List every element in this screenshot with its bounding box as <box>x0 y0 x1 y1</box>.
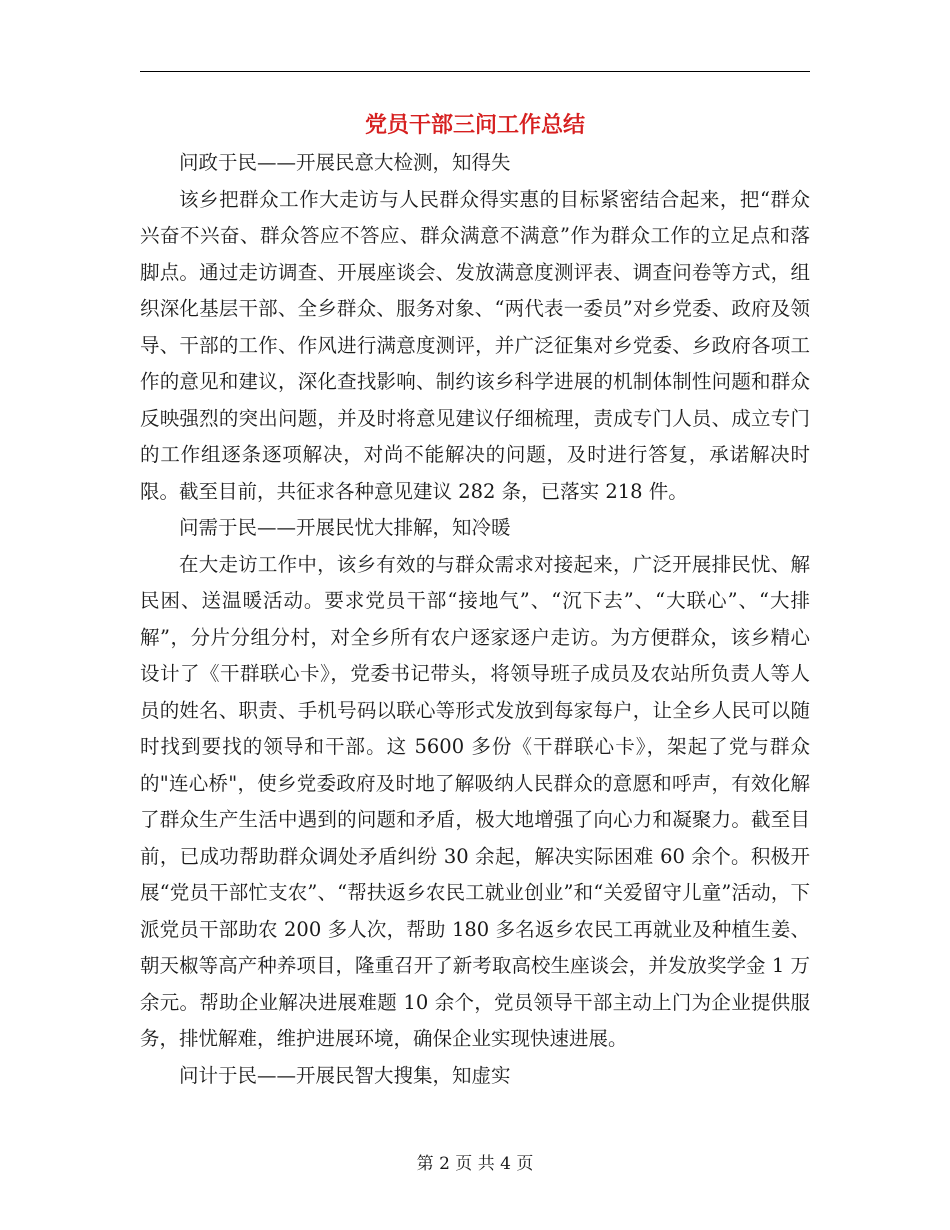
body-paragraph-1: 该乡把群众工作大走访与人民群众得实惠的目标紧密结合起来，把“群众兴奋不兴奋、群众答应不答应、群众满意不满意”作为群众工作的立足点和落脚点。通过走访调查、开展座谈会、发放满意度测评表、调查问卷等方式，组织深化基层干部、全乡群众、服务对象、“两代表一委员”对乡党委、政府及领导、干部的工作、作风进行满意度测评，并广泛征集对乡党委、乡政府各项工作的意见和建议，深化查找影响、制约该乡科学进展的机制体制性问题和群众反映强烈的突出问题，并及时将意见建议仔细梳理，责成专门人员、成立专门的工作组逐条逐项解决，对尚不能解决的问题，及时进行答复，承诺解决时限。截至目前，共征求各种意见建议 282 条，已落实 218 件。 <box>140 187 810 503</box>
section-heading-3: 问计于民——开展民智大搜集，知虚实 <box>179 1063 511 1087</box>
header-rule <box>140 71 810 72</box>
section-heading-1: 问政于民——开展民意大检测，知得失 <box>179 151 511 174</box>
document-title: 党员干部三问工作总结 <box>364 112 585 138</box>
body-paragraph-2: 在大走访工作中，该乡有效的与群众需求对接起来，广泛开展排民忧、解民困、送温暖活动。要求党员干部“接地气”、“沉下去”、“大联心”、“大排解”，分片分组分村，对全乡所有农户逐家逐户走访。为方便群众，该乡精心设计了《干群联心卡》，党委书记带头，将领导班子成员及农站所负责人等人员的姓名、职责、手机号码以联心等形式发放到每家每户，让全乡人民可以随时找到要找的领导和干部。这 5600 多份《干群联心卡》，架起了党与群众的"连心桥"，使乡党委政府及时地了解吸纳人民群众的意愿和呼声，有效化解了群众生产生活中遇到的问题和矛盾，极大地增强了向心力和凝聚力。截至目前，已成功帮助群众调处矛盾纠纷 30 余起，解决实际困难 60 余个。积极开展“党员干部忙支农”、“帮扶返乡农民工就业创业”和“关爱留守儿童”活动，下派党员干部助农 200 多人次，帮助 180 多名返乡农民工再就业及种植生姜、朝天椒等高产种养项目，隆重召开了新考取高校生座谈会，并发放奖学金 1 万余元。帮助企业解决进展难题 10 余个，党员领导干部主动上门为企业提供服务，排忧解难，维护进展环境，确保企业实现快速进展。 <box>140 552 810 1050</box>
section-heading-2: 问需于民——开展民忧大排解，知冷暖 <box>179 516 511 539</box>
page-number-footer: 第 2 页 共 4 页 <box>416 1154 534 1174</box>
document-body <box>140 145 810 1094</box>
